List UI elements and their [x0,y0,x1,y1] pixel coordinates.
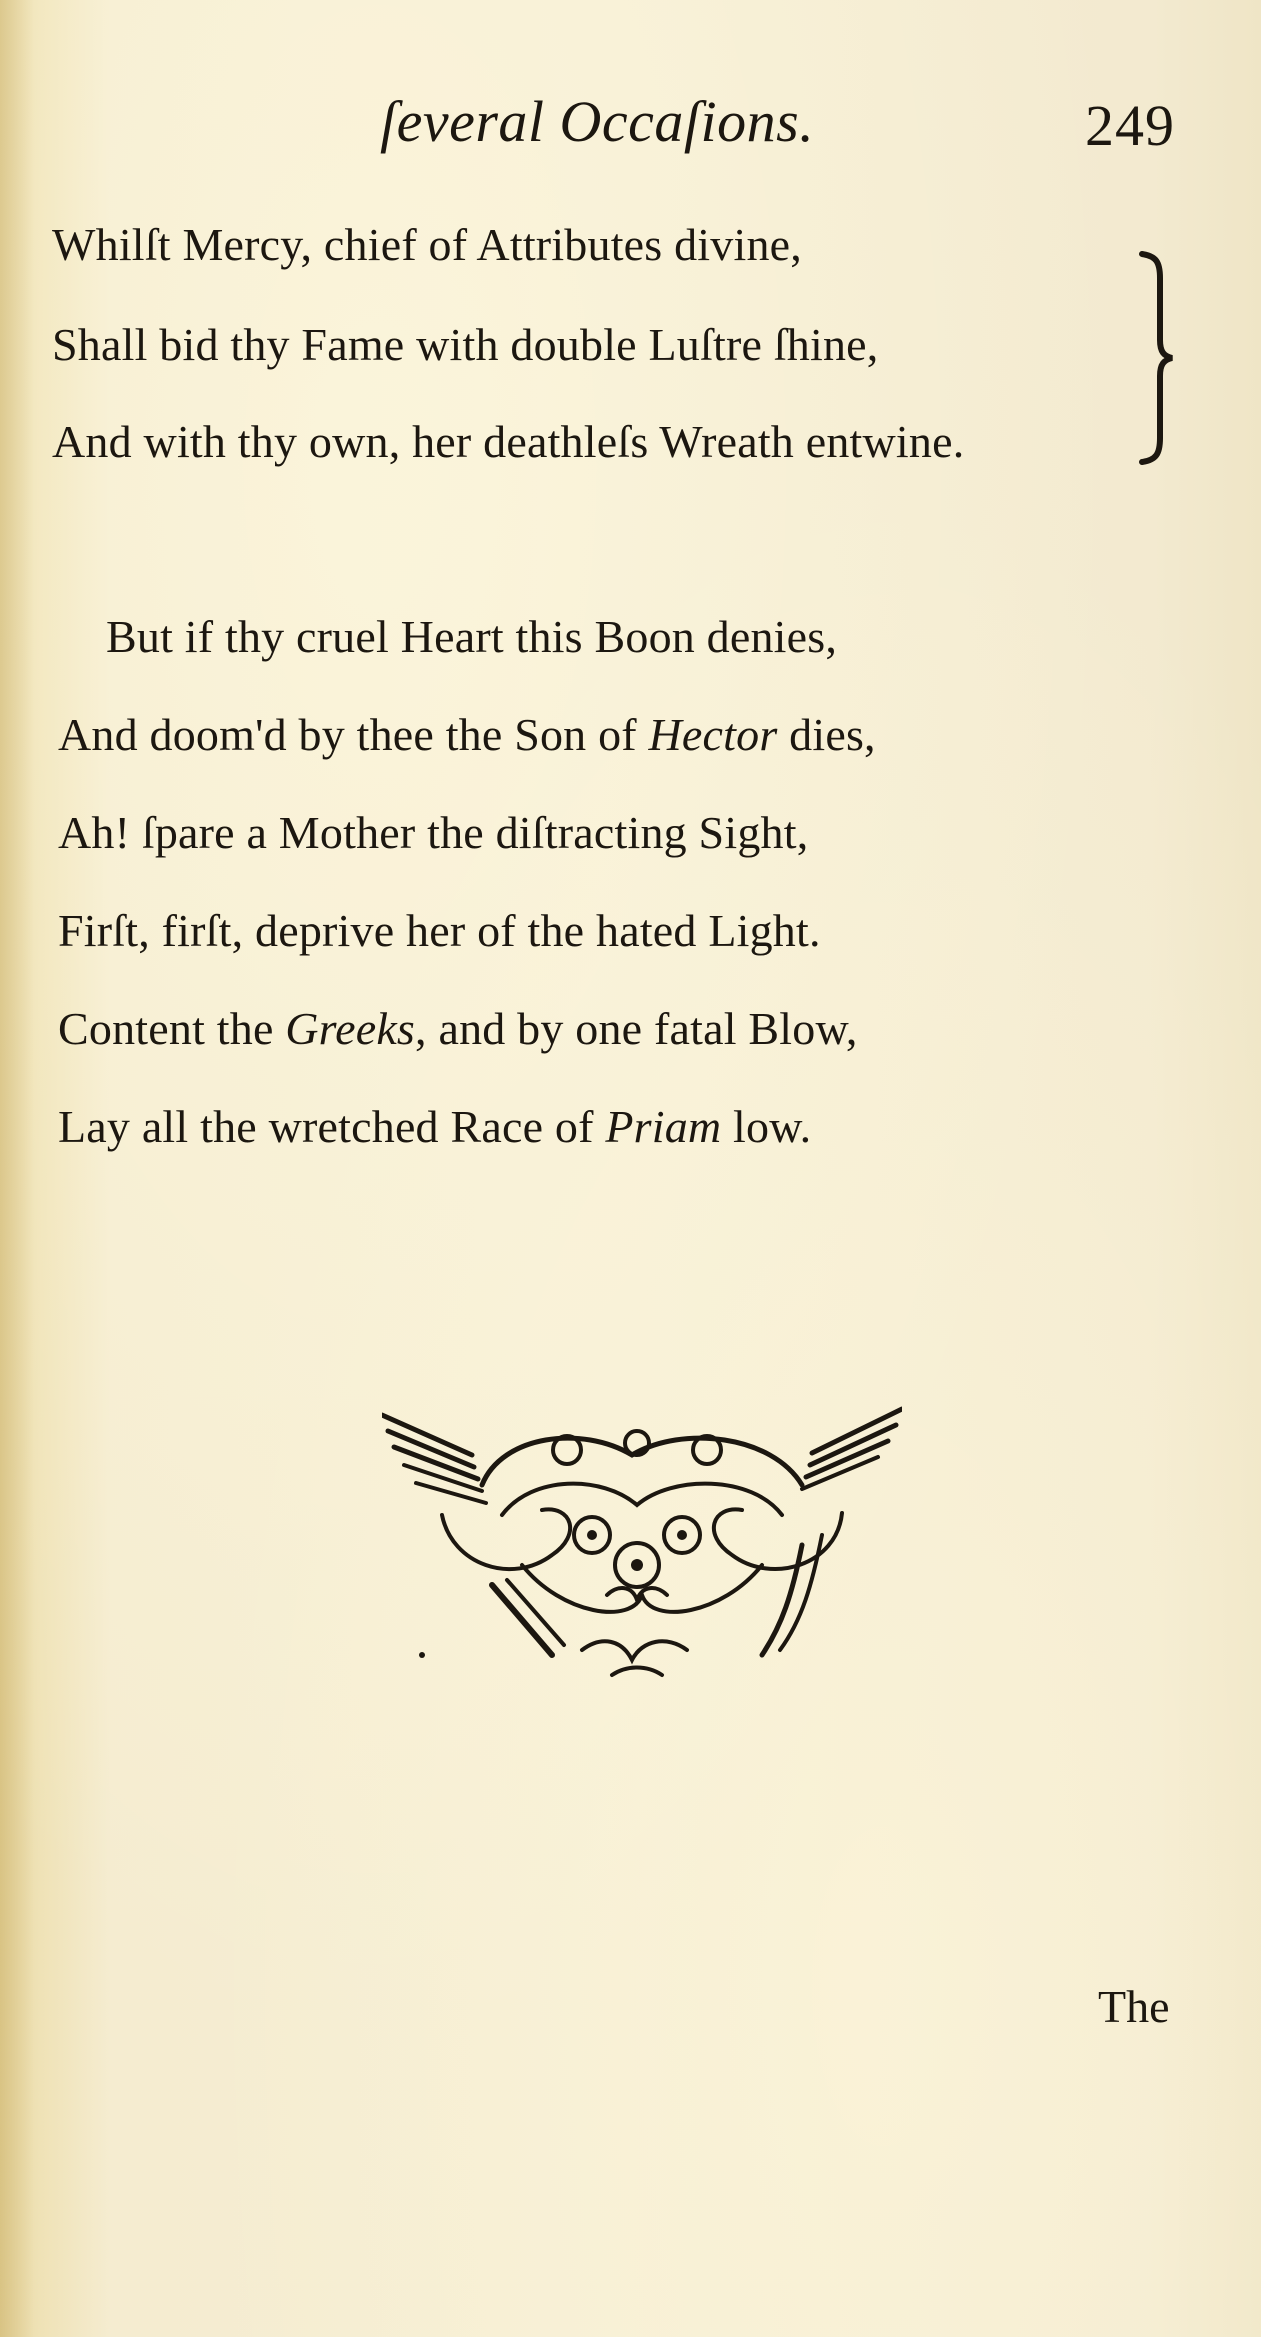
poem-line: Firſt, firſt, deprive her of the hated Light. [58,905,821,956]
brace-icon [1138,248,1178,468]
running-head [0,88,1261,158]
poem-line: Lay all the wretched Race of Priam low. [58,1101,812,1152]
catchword: The [1098,1981,1170,2032]
name-hector: Hector [648,709,778,760]
name-greeks: Greeks [285,1003,416,1054]
poem-line: Shall bid thy Fame with double Luſtre ſhine, [52,319,879,370]
running-title: ſeveral Occaſions. [380,89,815,154]
poem-line: And doom'd by thee the Son of Hector dies, [58,709,876,760]
poem-line: Content the Greeks, and by one fatal Blow, [58,1003,858,1054]
page-number: 249 [1085,93,1175,158]
poem-line: And with thy own, her deathleſs Wreath entwine. [52,416,965,467]
poem-line: Whilſt Mercy, chief of Attributes divine, [52,219,802,270]
poem-line: But if thy cruel Heart this Boon denies, [106,611,838,662]
poem-line: Ah! ſpare a Mother the diſtracting Sight, [58,807,809,858]
name-priam: Priam [605,1101,722,1152]
floral-ornament-icon [382,1395,902,1695]
